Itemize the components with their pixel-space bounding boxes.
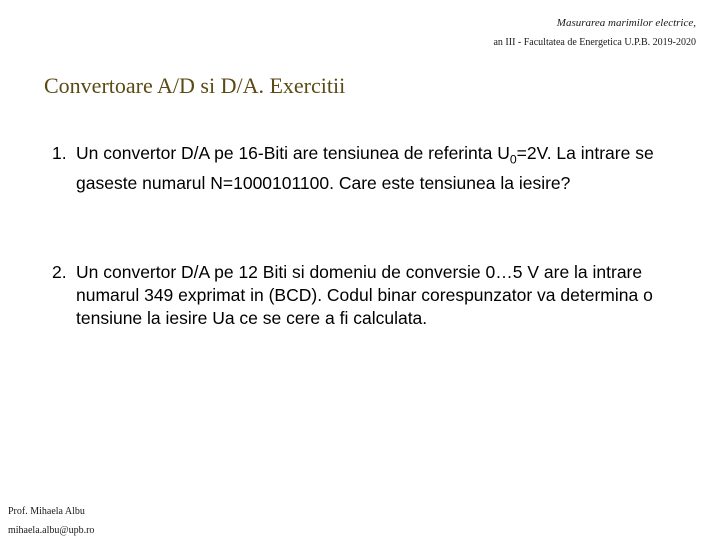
exercise-text xyxy=(76,142,662,195)
footer-email: mihaela.albu@upb.ro xyxy=(8,525,95,536)
exercise-text: Un convertor D/A pe 12 Biti si domeniu de conversie 0…5 V are la intrare numarul 349 exprimat in (BCD). Codul binar corespunzator va determina o tensiune la iesire Ua ce se cere a fi calculata. xyxy=(76,262,653,328)
exercise-1 xyxy=(52,142,662,195)
exercise-number: 2. xyxy=(52,262,67,282)
exercise-text-start: Un convertor D/A pe 16-Biti are tensiunea de referinta U xyxy=(76,143,510,163)
exercise-subscript: 0 xyxy=(509,152,517,167)
page-title: Convertoare A/D si D/A. Exercitii xyxy=(44,73,346,98)
header-course: Masurarea marimilor electrice, xyxy=(556,17,696,29)
exercise-2 xyxy=(52,261,662,330)
exercise-number: 1. xyxy=(52,143,67,163)
footer-author: Prof. Mihaela Albu xyxy=(8,506,85,517)
header-faculty: an III - Facultatea de Energetica U.P.B. 2019-2020 xyxy=(493,37,696,48)
exercise-text-end: =2V. La intrare se gaseste numarul N=1000101100. Care este tensiunea la iesire? xyxy=(76,143,654,193)
